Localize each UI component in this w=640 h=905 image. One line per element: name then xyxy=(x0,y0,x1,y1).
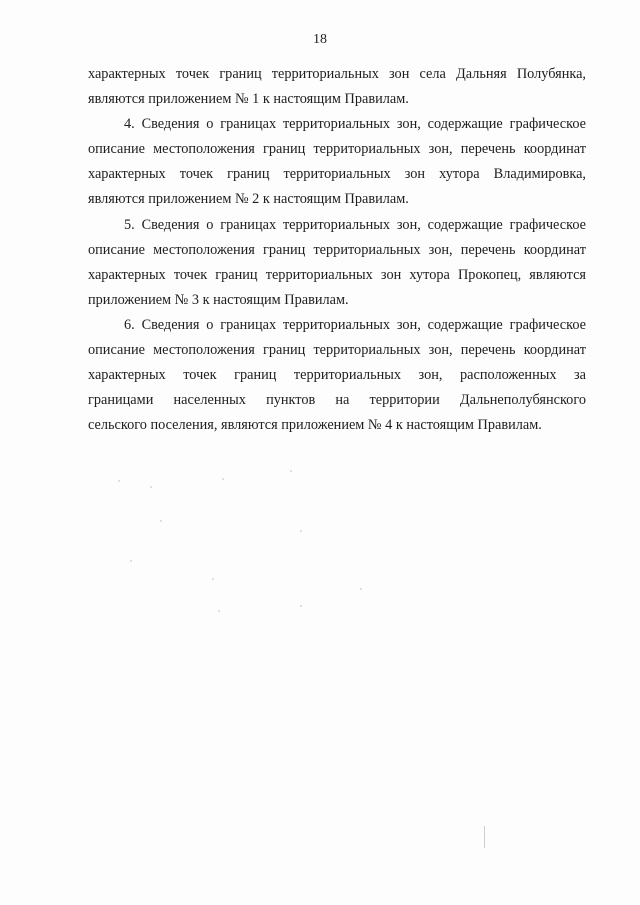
scan-speck xyxy=(212,578,214,580)
text-line: 6. Сведения о границах территориальных зон, содержащие графическое xyxy=(124,316,586,333)
text-line: являются приложением № 2 к настоящим Правилам. xyxy=(88,191,409,208)
scan-speck xyxy=(218,610,220,612)
scan-speck xyxy=(290,470,292,472)
scan-mark xyxy=(484,826,485,848)
scan-speck xyxy=(150,486,152,488)
text-line: описание местоположения границ территориальных зон, перечень координат xyxy=(88,141,586,158)
scan-speck xyxy=(222,478,224,480)
text-line: описание местоположения границ территориальных зон, перечень координат xyxy=(88,342,586,359)
text-line: приложением № 3 к настоящим Правилам. xyxy=(88,291,349,308)
document-body xyxy=(88,62,586,438)
text-line: сельского поселения, являются приложением № 4 к настоящим Правилам. xyxy=(88,417,542,434)
text-line: описание местоположения границ территориальных зон, перечень координат xyxy=(88,241,586,258)
scan-speck xyxy=(160,520,162,522)
paragraph-continuation xyxy=(88,62,586,112)
scan-speck xyxy=(118,480,120,482)
text-line: характерных точек границ территориальных зон хутора Прокопец, являются xyxy=(88,266,586,283)
text-line: характерных точек границ территориальных зон хутора Владимировка, xyxy=(88,166,586,183)
text-line: границами населенных пунктов на территории Дальнеполубянского xyxy=(88,392,586,409)
scan-speck xyxy=(300,605,302,607)
text-line: 4. Сведения о границах территориальных зон, содержащие графическое xyxy=(124,116,586,133)
paragraph-item-6 xyxy=(88,313,586,438)
text-line: являются приложением № 1 к настоящим Правилам. xyxy=(88,91,409,108)
paragraph-item-5 xyxy=(88,213,586,313)
page-number: 18 xyxy=(313,32,327,47)
scan-speck xyxy=(130,560,132,562)
scan-speck xyxy=(300,530,302,532)
scan-speck xyxy=(360,588,362,590)
text-line: характерных точек границ территориальных зон села Дальняя Полубянка, xyxy=(88,66,586,82)
text-line: характерных точек границ территориальных зон, расположенных за xyxy=(88,367,586,384)
text-line: 5. Сведения о границах территориальных зон, содержащие графическое xyxy=(124,216,586,233)
paragraph-item-4 xyxy=(88,112,586,212)
